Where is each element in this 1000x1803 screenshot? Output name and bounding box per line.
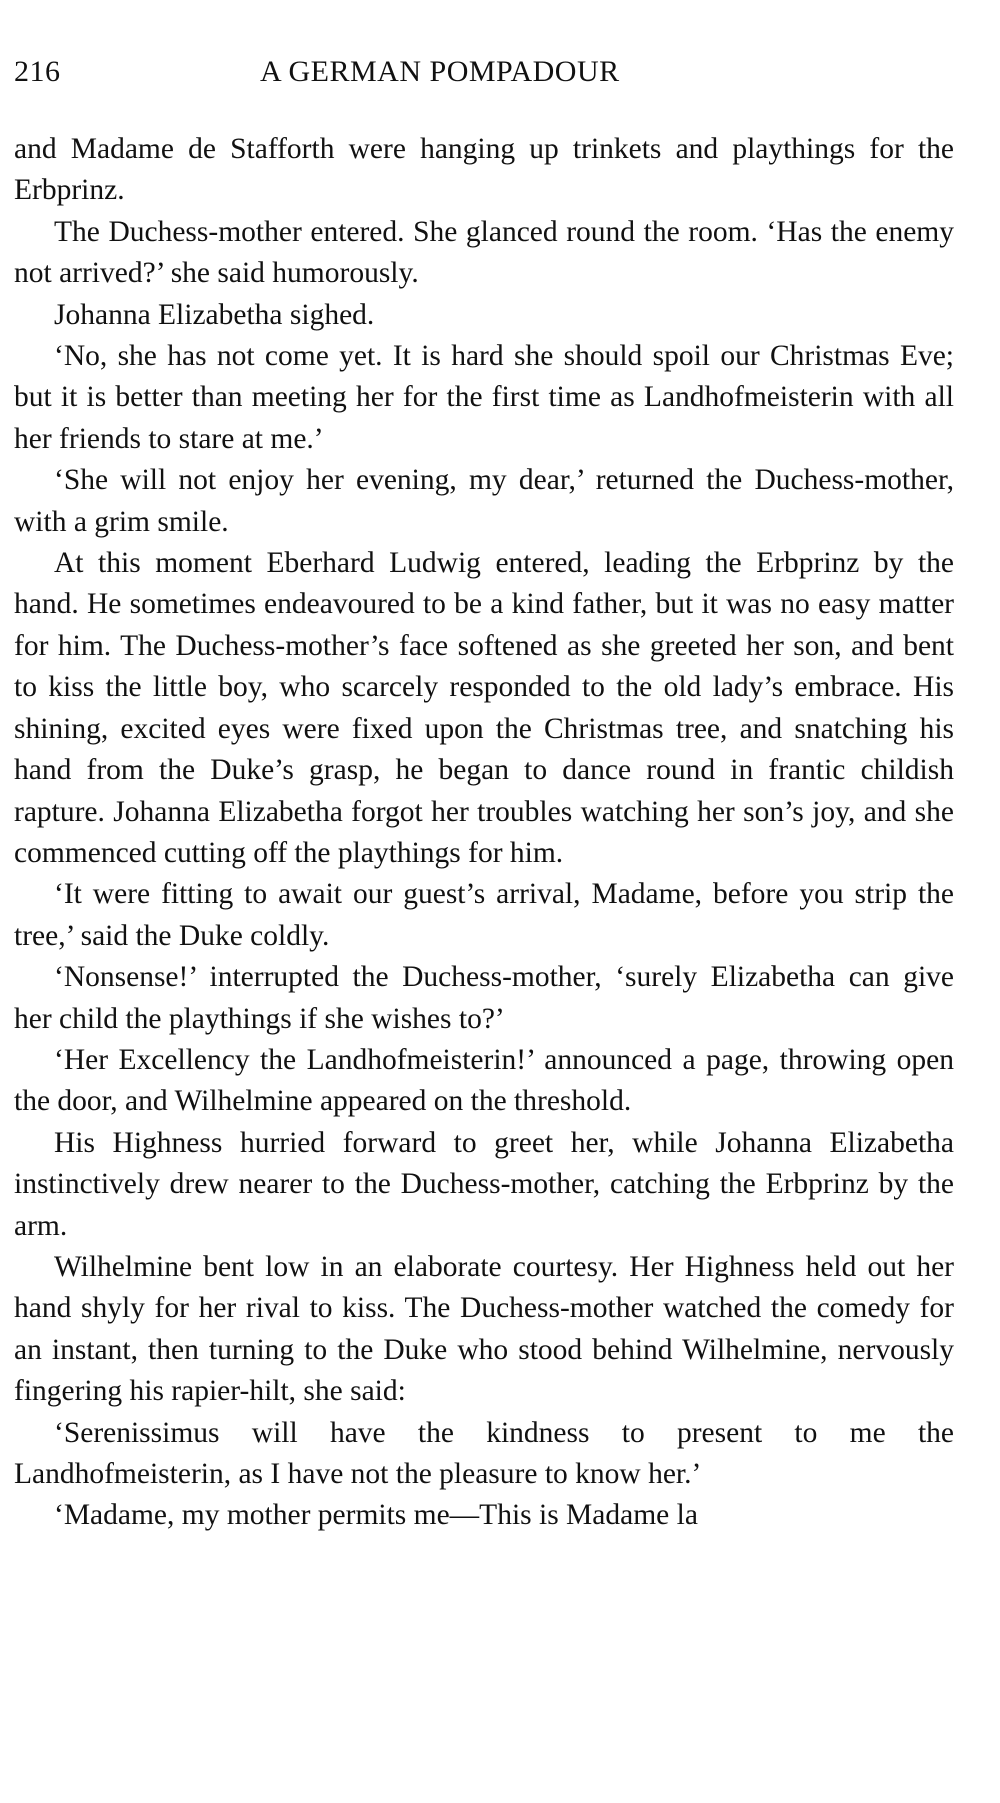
- paragraph: Johanna Elizabetha sighed.: [54, 298, 375, 331]
- paragraph: and Madame de Stafforth were hanging up trinkets and playthings for the Erbprinz.: [14, 133, 954, 207]
- page-number: 216: [14, 55, 61, 88]
- paragraph: The Duchess-mother entered. She glanced round the room. ‘Has the enemy not arrived?’ she said humorously.: [14, 215, 954, 290]
- paragraph: ‘Her Excellency the Landhofmeisterin!’ announced a page, throwing open the door, and Wilhelmine appeared on the threshold.: [14, 1043, 954, 1118]
- paragraph: ‘It were fitting to await our guest’s arrival, Madame, before you strip the tree,’ said the Duke coldly.: [14, 878, 954, 952]
- paragraph: At this moment Eberhard Ludwig entered, leading the Erbprinz by the hand. He sometimes endeavoured to be a kind father, but it was no easy matter for him. The Duchess-mother’s face softened as she greeted her son, and bent to kiss the little boy, who scarcely responded to the old lady’s embrace. His shining, excited eyes were fixed upon the Christmas tree, and snatching his hand from the Duke’s grasp, he began to dance round in frantic childish rapture. Johanna Elizabetha forgot her troubles watching her son’s joy, and she commenced cutting off the playthings for him.: [14, 547, 954, 869]
- paragraph: Wilhelmine bent low in an elaborate courtesy. Her Highness held out her hand shyly for her rival to kiss. The Duchess-mother watched the comedy for an instant, then turning to the Duke who stood behind Wilhelmine, nervously fingering his rapier-hilt, she said:: [14, 1250, 954, 1408]
- paragraph: ‘Nonsense!’ interrupted the Duchess-mother, ‘surely Elizabetha can give her child the playthings if she wishes to?’: [14, 961, 954, 1035]
- body-text: [14, 129, 954, 1537]
- running-head: [14, 52, 714, 92]
- running-title: A GERMAN POMPADOUR: [260, 55, 620, 88]
- paragraph: His Highness hurried forward to greet her, while Johanna Elizabetha instinctively drew nearer to the Duchess-mother, catching the Erbprinz by the arm.: [14, 1126, 954, 1242]
- paragraph: ‘Madame, my mother permits me—This is Madame la: [54, 1499, 698, 1532]
- paragraph: ‘Serenissimus will have the kindness to present to me the Landhofmeisterin, as I have not the pleasure to know her.’: [14, 1416, 954, 1490]
- paragraph: ‘She will not enjoy her evening, my dear,’ returned the Duchess-mother, with a grim smile.: [14, 464, 954, 538]
- paragraph: ‘No, she has not come yet. It is hard she should spoil our Christmas Eve; but it is better than meeting her for the first time as Landhofmeisterin with all her friends to stare at me.’: [14, 340, 954, 455]
